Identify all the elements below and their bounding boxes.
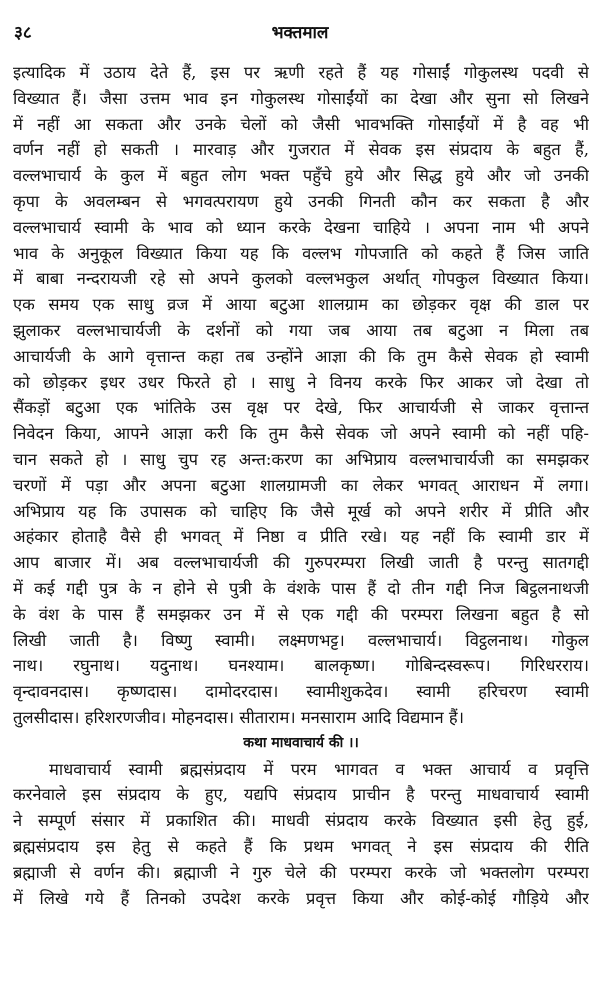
text-line: लिखी जाती है। विष्णु स्वामी। लक्ष्मणभट्ट। वल्लभाचार्य। विट्ठलनाथ। गोकुल bbox=[13, 630, 589, 650]
text-line: अहंकार होताहै वैसे ही भगवत् में निष्ठा व प्रीति रखे। यह नहीं कि स्वामी डार में bbox=[13, 527, 589, 547]
text-line: को छोड़कर इधर उधर फिरते हो । साधु ने विनय करके फिर आकर जो देखा तो bbox=[13, 372, 589, 392]
text-line: में कई गद्दी पुत्र के न होने से पुत्री के वंशके पास हैं दो तीन गद्दी निज बिट्ठलनाथजी bbox=[13, 578, 589, 598]
text-line: सैंकड़ों बटुआ एक भांतिके उस वृक्ष पर देखे, फिर आचार्यजी से जाकर वृत्तान्त bbox=[13, 398, 589, 418]
text-line: के वंश के पास हैं समझकर उन में से एक गद्दी की परम्परा लिखना बहुत है सो bbox=[13, 604, 589, 624]
running-title: भक्तमाल bbox=[271, 23, 329, 43]
text-line: अभिप्राय यह कि उपासक को चाहिए कि जैसे मूर्ख को अपने शरीर में प्रीति और bbox=[13, 501, 589, 521]
text-line: ब्रह्माजी से वर्णन की। ब्रह्माजी ने गुरु चेले की परम्परा करके जो भक्तलोग परम्परा bbox=[13, 862, 589, 882]
page-number: ३८ bbox=[14, 23, 32, 43]
text-line: वर्णन नहीं हो सकती । मारवाड़ और गुजरात में सेवक इस संप्रदाय के बहुत हैं, bbox=[13, 140, 589, 160]
text-line: माधवाचार्य स्वामी ब्रह्मसंप्रदाय में परम भागवत व भक्त आचार्य व प्रवृत्ति bbox=[49, 759, 589, 779]
text-line: चान सकते हो । साधु चुप रह अन्त:करण का अभिप्राय वल्लभाचार्यजी का समझकर bbox=[13, 449, 589, 469]
text-line: वल्लभाचार्य के कुल में बहुत लोग भक्त पहुँचे हुये और सिद्ध हुये और जो उनकी bbox=[13, 166, 589, 186]
text-line: वृन्दावनदास। कृष्णदास। दामोदरदास। स्वामीशुकदेव। स्वामी हरिचरण स्वामी bbox=[13, 682, 589, 702]
text-line: में लिखे गये हैं तिनको उपदेश करके प्रवृत्त किया और कोई-कोई गौड़िये और bbox=[13, 888, 589, 908]
paragraph-2 bbox=[13, 757, 589, 912]
section-heading: कथा माधवाचार्य की ।। bbox=[243, 734, 359, 751]
text-line: ने सम्पूर्ण संसार में प्रकाशित की। माधवी संप्रदाय करके विख्यात इसी हेतु हुई, bbox=[13, 811, 589, 831]
text-line: आचार्यजी के आगे वृत्तान्त कहा तब उन्होंने आज्ञा की कि तुम कैसे सेवक हो स्वामी bbox=[13, 346, 589, 366]
text-line: नाथ। रघुनाथ। यदुनाथ। घनश्याम। बालकृष्ण। गोबिन्दस्वरूप। गिरिधरराय। bbox=[13, 656, 589, 676]
text-line: तुलसीदास। हरिशरणजीव। मोहनदास। सीताराम। मनसाराम आदि विद्यमान हैं। bbox=[13, 707, 464, 727]
text-line: इत्यादिक में उठाय देते हैं, इस पर ऋणी रहते हैं यह गोसाईं गोकुलस्थ पदवी से bbox=[13, 63, 589, 82]
paragraph-1 bbox=[13, 60, 589, 731]
text-line: भाव के अनुकूल विख्यात किया यह कि वल्लभ गोपजाति को कहते हैं जिस जाति bbox=[13, 243, 589, 263]
text-line: निवेदन किया, आपने आज्ञा करी कि तुम कैसे सेवक जो अपने स्वामी को नहीं पहि- bbox=[13, 424, 589, 444]
text-line: झुलाकर वल्लभाचार्यजी के दर्शनों को गया जब आया तब बटुआ न मिला तब bbox=[13, 320, 589, 340]
text-line: ब्रह्मसंप्रदाय इस हेतु से कहते हैं कि प्रथम भगवत् ने इस संप्रदाय की रीति bbox=[13, 836, 589, 856]
text-line: वल्लभाचार्य स्वामी के भाव को ध्यान करके देखना चाहिये । अपना नाम भी अपने bbox=[13, 217, 589, 237]
text-line: में नहीं आ सकता और उनके चेलों को जैसी भावभक्ति गोसाईंयों में है वह भी bbox=[13, 114, 589, 134]
text-line: में बाबा नन्दरायजी रहे सो अपने कुलको वल्लभकुल अर्थात् गोपकुल विख्यात किया। bbox=[13, 269, 589, 289]
text-line: एक समय एक साधु व्रज में आया बटुआ शालग्राम का छोड़कर वृक्ष की डाल पर bbox=[13, 295, 589, 315]
text-line: चरणों में पड़ा और अपना बटुआ शालग्रामजी का लेकर भगवत् आराधन में लगा। bbox=[13, 475, 589, 495]
page-body bbox=[13, 60, 589, 911]
text-line: आप बाजार में। अब वल्लभाचार्यजी की गुरुपरम्परा लिखी जाती है परन्तु सातगद्दी bbox=[13, 553, 589, 573]
text-line: करनेवाले इस संप्रदाय के हुए, यद्यपि संप्रदाय प्राचीन है परन्तु माधवाचार्य स्वामी bbox=[13, 785, 589, 805]
text-line: विख्यात हैं। जैसा उत्तम भाव इन गोकुलस्थ गोसाईंयों का देखा और सुना सो लिखने bbox=[13, 88, 589, 108]
text-line: कृपा के अवलम्बन से भगवत्परायण हुये उनकी गिनती कौन कर सकता है और bbox=[13, 191, 589, 211]
